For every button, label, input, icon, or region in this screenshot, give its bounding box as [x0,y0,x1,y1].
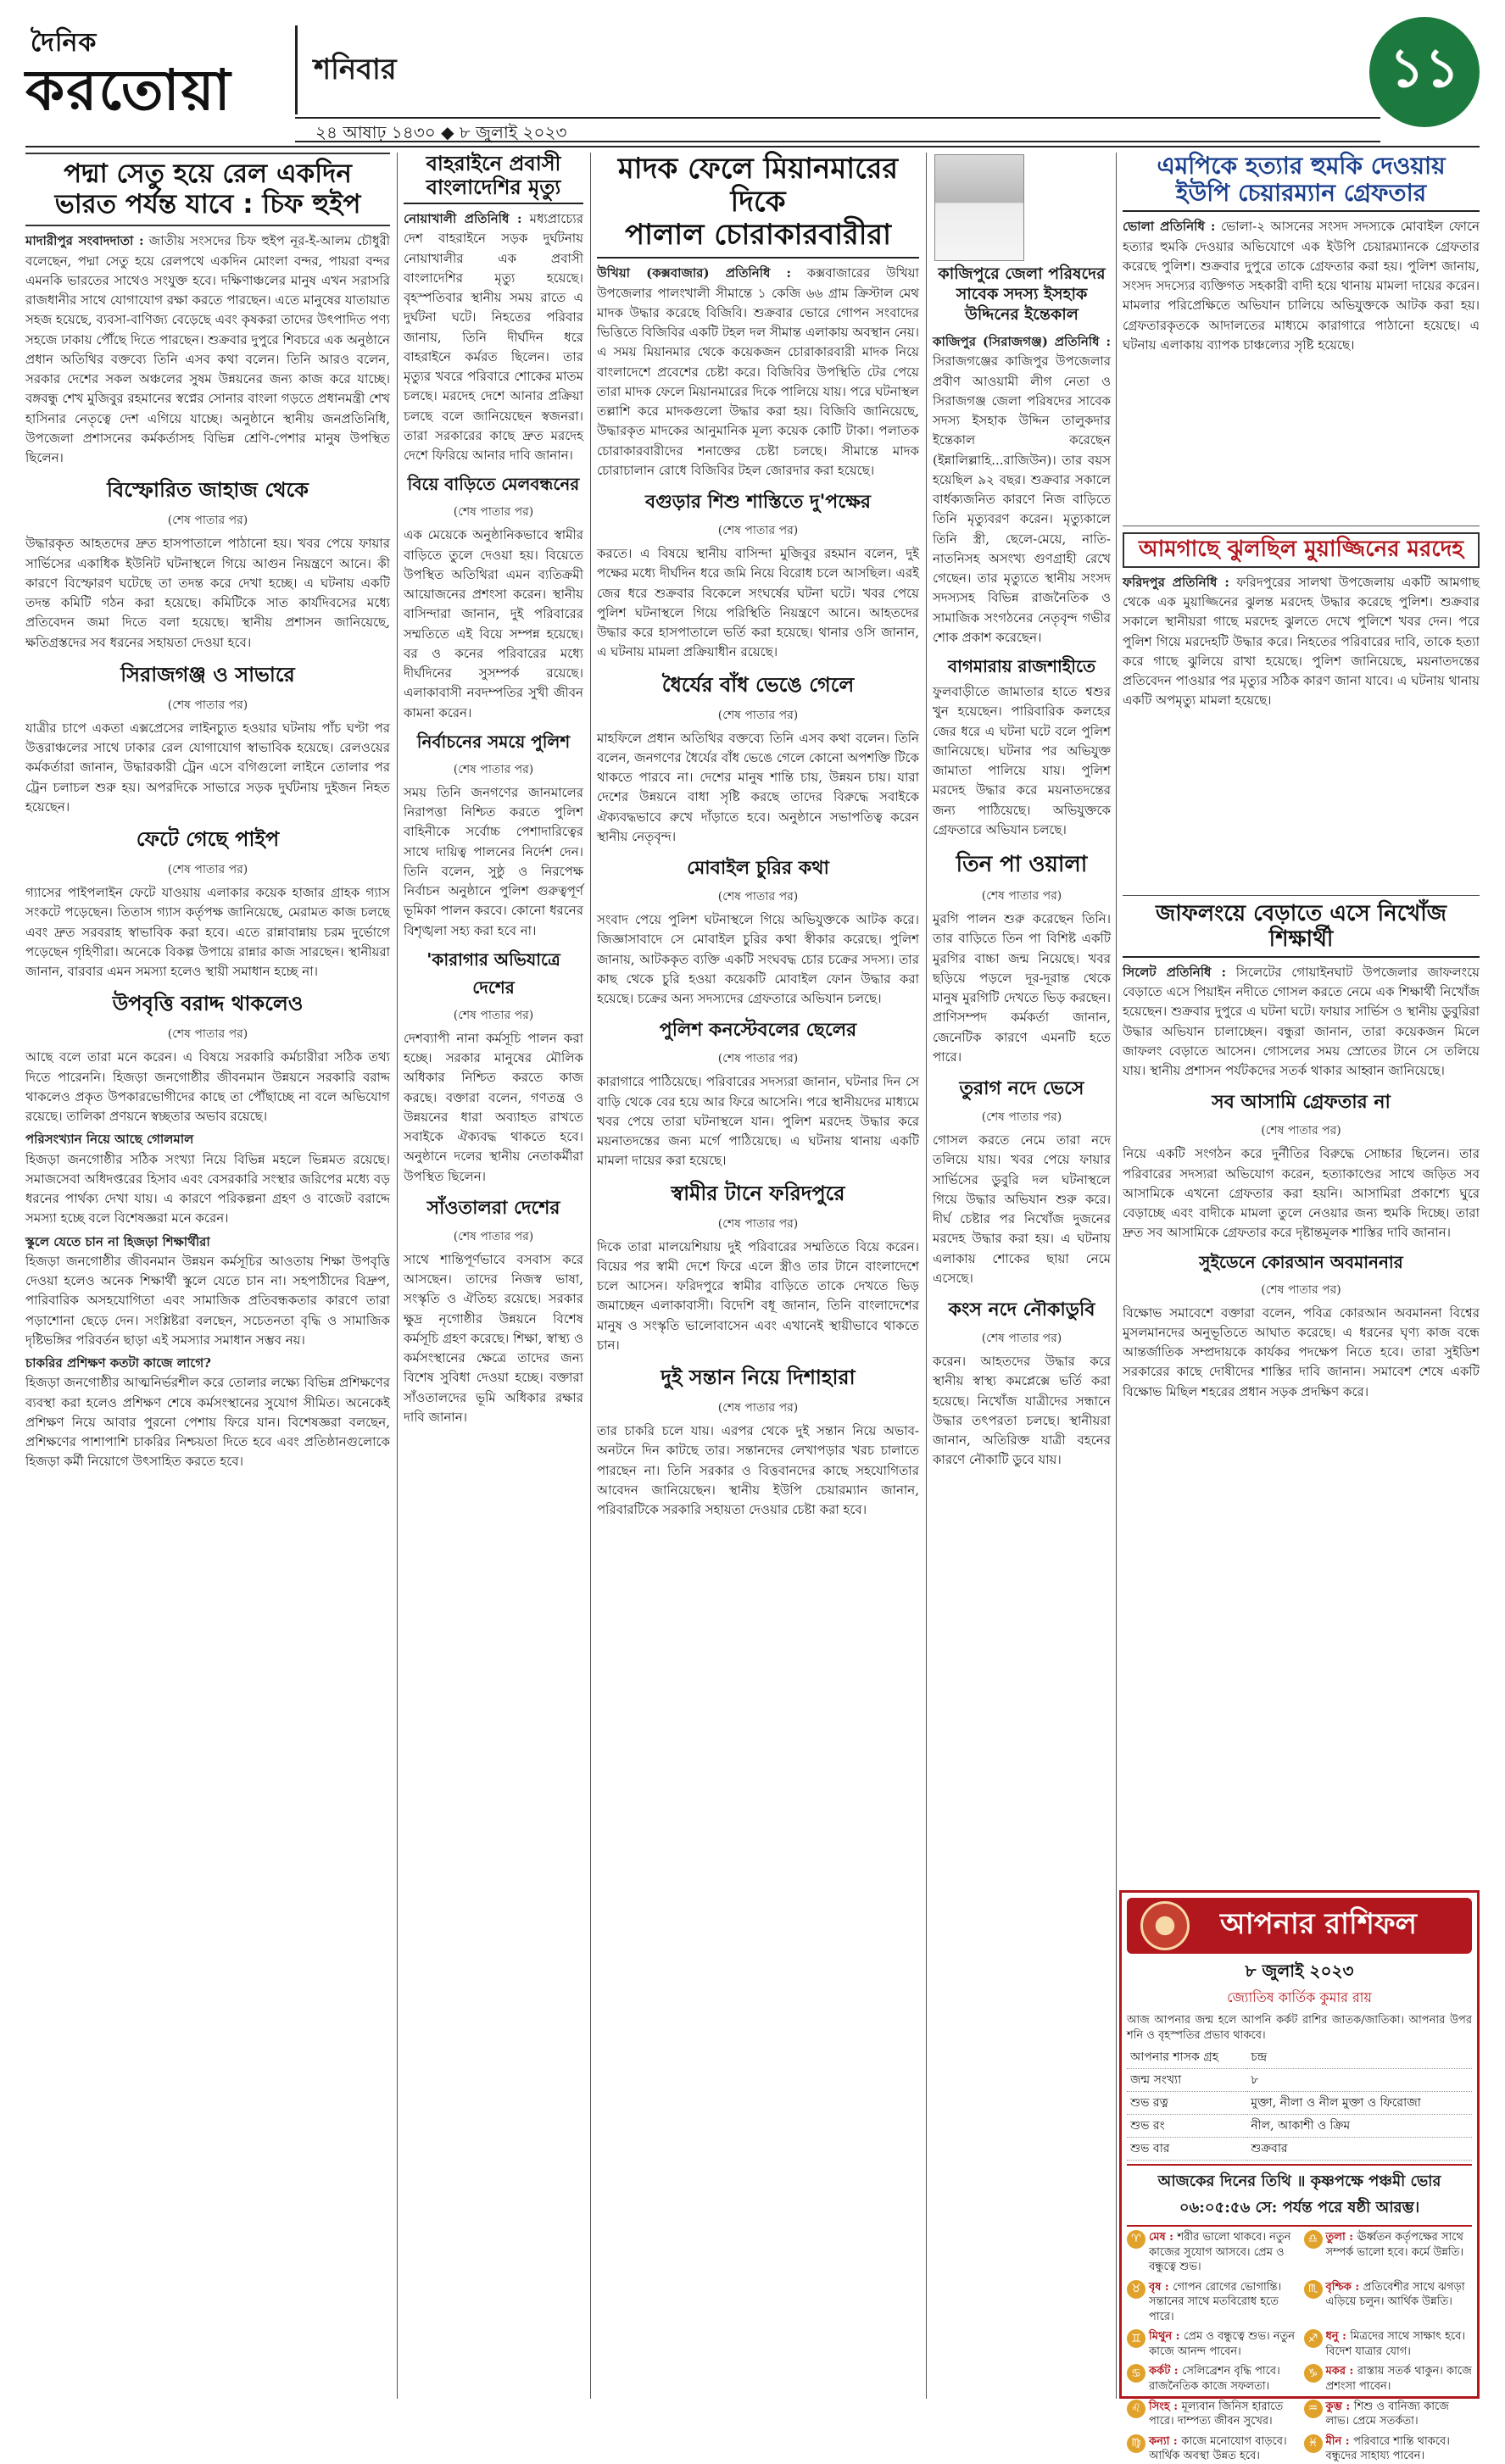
column-rule [590,153,591,2399]
zodiac-sign-prediction: সেলিব্রেশন বৃদ্ধি পাবে। রাজনৈতিক কাজে সফলতা। [1149,2365,1280,2394]
tithi-line: আজকের দিনের তিথি ॥ কৃষ্ণপক্ষে পঞ্চমী ভোর ০৬:০৫:৫৬ সে: পর্যন্ত পরে ষষ্ঠী আরম্ভ। [1127,2164,1472,2227]
newspaper-logo: করতোয়া [25,58,232,123]
zodiac-sign-name: কুম্ভ : [1325,2400,1354,2413]
page-number-badge: ১১ [1369,17,1480,127]
zodiac-sign-entry [1304,2280,1473,2325]
continued-label: (শেষ পাতার পর) [717,1216,799,1231]
zodiac-sign-icon: ♏ [1304,2280,1323,2299]
planet-name: আপনার শাসক গ্রহ [1127,2046,1247,2069]
article-padma-bridge [25,153,390,2399]
planet-row [1127,2046,1472,2069]
continued-label: (শেষ পাতার পর) [453,1008,534,1022]
caption-line: কাজিপুরে জেলা পরিষদের [938,264,1106,283]
planet-value: ৮ [1247,2069,1472,2092]
zodiac-sign-prediction: প্রেম ও বন্ধুত্বে শুভ। নতুন কাজে আনন্দ পাবেন। [1149,2330,1296,2358]
inline-subhead: চাকরির প্রশিক্ষণ কতটা কাজে লাগে? [25,1355,211,1371]
zodiac-sign-entry [1127,2400,1296,2429]
body-text: কক্সবাজারের উখিয়া উপজেলার পালংখালী সীমান্তে ১ কেজি ৬৬ গ্রাম ক্রিস্টাল মেথ মাদক উদ্ধার করেছে বিজিবি। শুক্রবার ভোরে গোপন সংবাদের ভিত্তিতে বিজিবির একটি টহল দল সীমান্ত এলাকায় অবস্থান নেয়। এ সময় মিয়ানমার থেকে কয়েকজন চোরাকারবারী মাদক নিয়ে বাংলাদেশে প্রবেশের চেষ্টা করে। বিজিবির উপস্থিতি টের পেয়ে তারা মাদক ফেলে মিয়ানমারের দিকে পালিয়ে যায়। পরে ঘটনাস্থল তল্লাশি করে মাদকগুলো উদ্ধার করা হয়। বিজিবি জানিয়েছে, উদ্ধারকৃত মাদকের আনুমানিক মূল্য কয়েক কোটি টাকা। পলাতক চোরাকারবারীদের শনাক্তের চেষ্টা চলছে। সীমান্তে মাদক চোরাচালান রোধে বিজিবির টহল জোরদার করা হয়েছে। [597,265,919,478]
body-text: ফরিদপুরের সালথা উপজেলায় একটি আমগাছ থেকে এক মুয়াজ্জিনের ঝুলন্ত মরদেহ উদ্ধার করেছে পুলিশ। শুক্রবার সকালে স্থানীয়রা গাছে মরদেহ ঝুলতে দেখে পুলিশে খবর দেন। পরে পুলিশ গিয়ে মরদেহটি উদ্ধার করে। নিহতের পরিবারের দাবি, তাকে হত্যা করে গাছে ঝুলিয়ে রাখা হয়েছে। পুলিশ জানিয়েছে, ময়নাতদন্তের প্রতিবেদন পাওয়ার পর মৃত্যুর সঠিক কারণ জানা যাবে। এ ঘটনায় থানায় একটি অপমৃত্যু মামলা হয়েছে। [1123,574,1480,709]
article-obituary [933,332,1111,2399]
body-text: হিজড়া জনগোষ্ঠীর আত্মনির্ভরশীল করে তোলার লক্ষ্যে বিভিন্ন প্রশিক্ষণের ব্যবস্থা করা হলেও প্রশিক্ষণ শেষে কর্মসংস্থানের সুযোগ সীমিত। অনেকেই প্রশিক্ষণ নিয়ে আবার পুরনো পেশায় ফিরে যান। বিশেষজ্ঞরা বলছেন, প্রশিক্ষণের পাশাপাশি চাকরির নিশ্চয়তা দিতে হবে এবং প্রতিষ্ঠানগুলোকে হিজড়া কর্মী নিয়োগে উৎসাহিত করতে হবে। [25,1375,390,1470]
zodiac-sign-name: তুলা : [1325,2231,1357,2244]
body-text: দিকে তারা মালয়েশিয়ায় দুই পরিবারের সম্মতিতে বিয়ে করেন। বিয়ের পর স্বামী দেশে ফিরে এলে স্ত্রীও তার টানে বাংলাদেশে চলে আসেন। ফরিদপুরে স্বামীর বাড়িতে তাকে দেখতে ভিড় জমাচ্ছেন এলাকাবাসী। বিদেশি বধূ জানান, তিনি বাংলাদেশের মানুষ ও সংস্কৃতি ভালোবাসেন এবং এখানেই স্থায়ীভাবে থাকতে চান। [597,1238,919,1353]
subhead-blast: বিস্ফোরিত জাহাজ থেকে [107,478,309,503]
continued-label: (শেষ পাতার পর) [1261,1124,1341,1138]
zodiac-sign-name: ধনু : [1325,2330,1351,2344]
body-text: হিজড়া জনগোষ্ঠীর জীবনমান উন্নয়ন কর্মসূচির আওতায় শিক্ষা উপবৃত্তি দেওয়া হলেও অনেক শিক্ষার্থী স্কুলে যেতে চান না। সহপাঠীদের বিদ্রুপ, পারিবারিক অসহযোগিতা এবং সামাজিক প্রতিবন্ধকতার কারণে তারা পড়াশোনা ছেড়ে দেন। সংশ্লিষ্টরা বলছেন, সচেতনতা বৃদ্ধি ও সামাজিক দৃষ্টিভঙ্গির পরিবর্তন ছাড়া এই সমস্যার সমাধান সম্ভব নয়। [25,1253,390,1348]
zodiac-sign-name: মিথুন : [1149,2330,1184,2344]
zodiac-sign-text [1149,2280,1296,2325]
zodiac-sign-icon: ♐ [1304,2329,1323,2348]
subhead-husband: স্বামীর টানে ফরিদপুরে [671,1181,845,1205]
byline: উখিয়া (কক্সবাজার) প্রতিনিধি : [597,265,792,281]
planet-row [1127,2115,1472,2138]
zodiac-sign-prediction: শিশু ও বানিজ্য কাজে লাভ। প্রেমে সতর্কতা। [1325,2400,1449,2428]
subhead-sweden: সুইডেনে কোরআন অবমাননার [1199,1251,1403,1272]
masthead-rule [25,146,1480,147]
body-text: নিয়ে একটি সংগঠন করে দুর্নীতির বিরুদ্ধে সোচ্চার ছিলেন। তার পরিবারের সদস্যরা অভিযোগ করেন, হত্যাকাণ্ডের সাথে জড়িত সব আসামিকে এখনো গ্রেফতার করা হয়নি। আসামিরা প্রকাশ্যে ঘুরে বেড়াচ্ছে এবং বাদীকে মামলা তুলে নেওয়ার জন্য হুমকি দিচ্ছে। তারা দ্রুত সব আসামিকে গ্রেফতার করে দৃষ্টান্তমূলক শাস্তির দাবি জানান। [1123,1146,1480,1241]
headline-bahrain: বাহরাইনে প্রবাসী বাংলাদেশির মৃত্যু [404,153,583,204]
body-text: সাথে শান্তিপূর্ণভাবে বসবাস করে আসছেন। তাদের নিজস্ব ভাষা, সংস্কৃতি ও ঐতিহ্য রয়েছে। সরকার ক্ষুদ্র নৃগোষ্ঠীর উন্নয়নে বিশেষ কর্মসূচি গ্রহণ করেছে। শিক্ষা, স্বাস্থ্য ও কর্মসংস্থানের ক্ষেত্রে তাদের জন্য বিশেষ সুবিধা দেওয়া হচ্ছে। বক্তারা সাঁওতালদের ভূমি অধিকার রক্ষার দাবি জানান। [404,1251,583,1425]
body-text: মধ্যপ্রাচ্যের দেশ বাহরাইনে সড়ক দুর্ঘটনায় নোয়াখালীর এক প্রবাসী বাংলাদেশির মৃত্যু হয়েছে। বৃহস্পতিবার স্থানীয় সময় রাতে এ দুর্ঘটনা ঘটে। নিহতের পরিবার জানায়, তিনি দীর্ঘদিন ধরে বাহরাইনে কর্মরত ছিলেন। তার মৃত্যুর খবরে পরিবারে শোকের মাতম চলছে। মরদেহ দেশে আনার প্রক্রিয়া চলছে বলে জানিয়েছেন স্বজনরা। তারা সরকারের কাছে দ্রুত মরদেহ দেশে ফিরিয়ে আনার দাবি জানান। [404,211,583,464]
planet-name: শুভ রত্ন [1127,2092,1247,2115]
body-text: দেশব্যাপী নানা কর্মসূচি পালন করা হচ্ছে। সরকার মানুষের মৌলিক অধিকার নিশ্চিত করতে কাজ করছে। বক্তারা বলেন, গণতন্ত্র ও উন্নয়নের ধারা অব্যাহত রাখতে সবাইকে ঐক্যবদ্ধ থাকতে হবে। অনুষ্ঠানে দলের স্থানীয় নেতাকর্মীরা উপস্থিত ছিলেন। [404,1030,583,1184]
body-text: উদ্ধারকৃত আহতদের দ্রুত হাসপাতালে পাঠানো হয়। খবর পেয়ে ফায়ার সার্ভিসের একাধিক ইউনিট ঘটনাস্থলে গিয়ে আগুন নিয়ন্ত্রণে আনে। কী কারণে বিস্ফোরণ ঘটেছে তা তদন্ত করে দেখা হচ্ছে। এ ঘটনায় একটি তদন্ত কমিটি গঠন করা হয়েছে। কমিটিকে সাত কার্যদিবসের মধ্যে প্রতিবেদন জমা দিতে বলা হয়েছে। স্থানীয় প্রশাসন জানিয়েছে, ক্ষতিগ্রস্তদের সব ধরনের সহায়তা দেওয়া হবে। [25,536,390,650]
headline-line-2: ভারত পর্যন্ত যাবে : চিফ হুইপ [54,188,361,220]
byline: মাদারীপুর সংবাদদাতা : [25,233,144,249]
zodiac-sign-icon: ♈ [1127,2230,1145,2249]
zodiac-sign-name: মেষ : [1149,2231,1178,2244]
subhead-pipe: ফেটে গেছে পাইপ [136,827,280,852]
planet-row [1127,2069,1472,2092]
byline: নোয়াখালী প্রতিনিধি : [404,211,522,227]
section-rule [1123,895,1480,896]
zodiac-sign-icon: ♋ [1127,2364,1145,2383]
zodiac-sign-entry [1127,2434,1296,2464]
body-text: করেন। আহতদের উদ্ধার করে স্থানীয় স্বাস্থ্য কমপ্লেক্সে ভর্তি করা হয়েছে। নিখোঁজ যাত্রীদের সন্ধানে উদ্ধার তৎপরতা চলছে। স্থানীয়রা জানান, অতিরিক্ত যাত্রী বহনের কারণে নৌকাটি ডুবে যায়। [933,1354,1111,1468]
subhead-bagmara: বাগমারায় রাজশাহীতে [947,656,1096,676]
zodiac-sign-name: বৃশ্চিক : [1325,2280,1363,2294]
obituary-photo [934,154,1024,261]
zodiac-sign-prediction: গোপন রোগের ভোগান্তি। সন্তানের সাথে মতবিরোধ হতে পারে। [1149,2280,1282,2323]
continued-label: (শেষ পাতার পর) [981,1110,1062,1124]
article-body [25,231,390,468]
zodiac-wheel-icon [1140,1901,1190,1950]
zodiac-sign-text [1149,2400,1296,2429]
zodiac-sign-text [1149,2329,1296,2359]
body-text: গ্যাসের পাইপলাইন ফেটে যাওয়ায় এলাকার কয়েক হাজার গ্রাহক গ্যাস সংকটে পড়েছেন। তিতাস গ্যাস কর্তৃপক্ষ জানিয়েছে, মেরামত কাজ চলছে এবং দ্রুত সরবরাহ স্বাভাবিক করা হবে। এতে রান্নাবান্নায় চরম দুর্ভোগে পড়েছেন গৃহিণীরা। অনেকে বিকল্প উপায়ে রান্নার কাজ সারছেন। স্থানীয়রা জানান, বারবার এমন সমস্যা হলেও স্থায়ী সমাধান হচ্ছে না। [25,885,390,980]
zodiac-sign-icon: ♊ [1127,2329,1145,2348]
zodiac-sign-prediction: প্রতিবেশীর সাথে ঝগড়া এড়িয়ে চলুন। আর্থিক উন্নতি। [1325,2280,1465,2309]
masthead-divider [295,25,298,114]
horoscope-date: ৮ জুলাই ২০২৩ [1245,1961,1354,1981]
headline-padma [25,153,390,226]
zodiac-sign-entry [1127,2364,1296,2394]
subhead-wedding: বিয়ে বাড়িতে মেলবন্ধনের [407,474,580,495]
planet-table [1127,2046,1472,2161]
body-text: গোসল করতে নেমে তারা নদে তলিয়ে যায়। খবর পেয়ে ফায়ার সার্ভিসের ডুবুরি দল ঘটনাস্থলে গিয়ে উদ্ধার অভিযান শুরু করে। দীর্ঘ চেষ্টার পর নিখোঁজ দুজনের মরদেহ উদ্ধার করা হয়। এ ঘটনায় এলাকায় শোকের ছায়া নেমে এসেছে। [933,1132,1111,1286]
zodiac-sign-icon: ♉ [1127,2280,1145,2299]
headline-drugs [597,153,919,259]
headline-jaflong: জাফলংয়ে বেড়াতে এসে নিখোঁজ শিক্ষার্থী [1123,902,1480,958]
zodiac-sign-text [1326,2329,1473,2359]
zodiac-sign-entry [1304,2230,1473,2275]
zodiac-sign-icon: ♎ [1304,2230,1323,2249]
headline-line-2: পালাল চোরাকারবারীরা [625,218,891,253]
subhead-patience: ধৈর্যের বাঁধ ভেঙে গেলে [661,672,855,697]
subhead-police: নির্বাচনের সময়ে পুলিশ [416,731,571,752]
continued-label: (শেষ পাতার পর) [1261,1282,1341,1297]
zodiac-sign-entry [1127,2230,1296,2275]
article-jaflong [1123,902,1480,1882]
body-text: আছে বলে তারা মনে করেন। এ বিষয়ে সরকারি কর্মচারীরা সঠিক তথ্য দিতে পারেননি। হিজড়া জনগোষ্ঠীর জীবনমান উন্নয়নে সরকারি বরাদ্দ থাকলেও প্রকৃত উপকারভোগীদের কাছে তা পৌঁছাচ্ছে না বলে অভিযোগ রয়েছে। তালিকা প্রণয়নে স্বচ্ছতার অভাব রয়েছে। [25,1049,390,1125]
body-text: কারাগারে পাঠিয়েছে। পরিবারের সদস্যরা জানান, ঘটনার দিন সে বাড়ি থেকে বের হয়ে আর ফিরে আসেনি। পরে স্থানীয়দের মাধ্যমে খবর পেয়ে তারা ঘটনাস্থলে যান। পুলিশ মরদেহ উদ্ধার করে ময়নাতদন্তের জন্য মর্গে পাঠিয়েছে। এ ঘটনায় থানায় একটি মামলা দায়ের করা হয়েছে। [597,1074,919,1169]
body-text: মুরগি পালন শুরু করেছেন তিনি। তার বাড়িতে তিন পা বিশিষ্ট একটি মুরগির বাচ্চা জন্ম নিয়েছে। খবর ছড়িয়ে পড়লে দূর-দূরান্ত থেকে মানুষ মুরগিটি দেখতে ভিড় করছেন। প্রাণিসম্পদ কর্মকর্তা জানান, জেনেটিক কারণে এমনটি হতে পারে। [933,911,1111,1065]
body-text: সংবাদ পেয়ে পুলিশ ঘটনাস্থলে গিয়ে অভিযুক্তকে আটক করে। জিজ্ঞাসাবাদে সে মোবাইল চুরির কথা স্বীকার করেছে। পুলিশ জানায়, আটককৃত ব্যক্তি একটি সংঘবদ্ধ চোর চক্রের সদস্য। তার কাছ থেকে চুরি হওয়া কয়েকটি মোবাইল ফোন উদ্ধার করা হয়েছে। চক্রের অন্য সদস্যদের গ্রেফতারে অভিযান চলছে। [597,912,919,1007]
zodiac-sign-entry [1127,2280,1296,2325]
astrologer-name: জ্যোতিষ কার্তিক কুমার রায় [1227,1989,1372,2005]
logo-small-text: দৈনিক [31,28,98,58]
subhead-accused: সব আসামি গ্রেফতার না [1212,1092,1391,1114]
zodiac-sign-entry [1304,2364,1473,2394]
subhead-two-children: দুই সন্তান নিয়ে দিশাহারা [661,1365,856,1390]
subhead-turag: তুরাগ নদে ভেসে [959,1078,1084,1099]
zodiac-sign-icon: ♑ [1304,2364,1323,2383]
subhead-kongsho: কংস নদে নৌকাডুবি [948,1299,1095,1321]
body-text: ভোলা-২ আসনের সংসদ সদস্যকে মোবাইল ফোনে হত্যার হুমকি দেওয়ার অভিযোগে এক ইউপি চেয়ারম্যানকে গ্রেফতার করেছে পুলিশ। শুক্রবার দুপুরে তাকে গ্রেফতার করা হয়। পুলিশ জানায়, সংসদ সদস্যের ব্যক্তিগত সহকারী বাদী হয়ে থানায় মামলা দায়ের করেন। মামলার পরিপ্রেক্ষিতে অভিযান চালিয়ে অভিযুক্তকে আটক করা হয়। গ্রেফতারকৃতকে আদালতের মাধ্যমে কারাগারে পাঠানো হয়েছে। এ ঘটনায় এলাকায় ব্যাপক চাঞ্চল্যের সৃষ্টি হয়েছে। [1123,219,1480,353]
body-text: সিরাজগঞ্জের কাজিপুর উপজেলার প্রবীণ আওয়ামী লীগ নেতা ও সিরাজগঞ্জ জেলা পরিষদের সাবেক সদস্য ইসহাক উদ্দিন তালুকদার ইন্তেকাল করেছেন (ইন্নালিল্লাহি...রাজিউন)। তার বয়স হয়েছিল ৯২ বছর। শুক্রবার সকালে বার্ধক্যজনিত কারণে নিজ বাড়িতে তিনি মৃত্যুবরণ করেন। মৃত্যুকালে তিনি স্ত্রী, ছেলে-মেয়ে, নাতি-নাতনিসহ অসংখ্য গুণগ্রাহী রেখে গেছেন। তার মৃত্যুতে স্থানীয় সংসদ সদস্যসহ বিভিন্ন রাজনৈতিক ও সামাজিক সংগঠনের নেতৃবৃন্দ গভীর শোক প্রকাশ করেছেন। [933,353,1111,645]
zodiac-sign-entry [1304,2400,1473,2429]
zodiac-sign-prediction: ঊর্ধ্বতন কর্তৃপক্ষের সাথে সম্পর্ক ভালো হবে। কর্মে উন্নতি। [1325,2231,1464,2259]
article-body [404,209,583,465]
continued-label: (শেষ পাতার পর) [453,1229,534,1243]
body-text: করতে। এ বিষয়ে স্থানীয় বাসিন্দা মুজিবুর রহমান বলেন, দুই পক্ষের মধ্যে দীর্ঘদিন ধরে জমি নিয়ে বিরোধ চলে আসছিল। এরই জের ধরে শুক্রবার বিকেলে সংঘর্ষের ঘটনা ঘটে। খবর পেয়ে পুলিশ ঘটনাস্থলে গিয়ে পরিস্থিতি নিয়ন্ত্রণে আনে। আহতদের উদ্ধার করে হাসপাতালে ভর্তি করা হয়েছে। থানার ওসি জানান, এ ঘটনায় মামলা প্রক্রিয়াধীন রয়েছে। [597,546,919,660]
continued-label: (শেষ পাতার পর) [717,524,799,538]
byline: ফরিদপুর প্রতিনিধি : [1123,574,1229,590]
zodiac-sign-name: মকর : [1325,2365,1357,2378]
continued-label: (শেষ পাতার পর) [717,890,799,904]
continued-label: (শেষ পাতার পর) [167,863,248,877]
inline-subhead: স্কুলে যেতে চান না হিজড়া শিক্ষার্থীরা [25,1233,210,1249]
zodiac-sign-text [1149,2434,1296,2464]
article-body [933,332,1111,648]
article-mp-threat [1123,153,1480,517]
weekday: শনিবার [314,53,397,86]
zodiac-sign-text [1326,2280,1473,2325]
zodiac-sign-entry [1127,2329,1296,2359]
continued-label: (শেষ পাতার পর) [981,889,1062,903]
continued-label: (শেষ পাতার পর) [717,708,799,722]
zodiac-sign-prediction: মিত্রদের সাথে সাক্ষাৎ হবে। বিদেশ যাত্রার যোগ। [1325,2330,1466,2358]
inline-subhead: পরিসংখ্যান নিয়ে আছে গোলমাল [25,1132,194,1148]
byline: ভোলা প্রতিনিধি : [1123,219,1216,235]
body-text: হিজড়া জনগোষ্ঠীর সঠিক সংখ্যা নিয়ে বিভিন্ন মহলে ভিন্নমত রয়েছে। সমাজসেবা অধিদপ্তরের হিসাব এবং বেসরকারি সংস্থার জরিপের মধ্যে বড় ধরনের পার্থক্য দেখা যায়। এ কারণে পরিকল্পনা গ্রহণ ও বাজেট বরাদ্দে সমস্যা হচ্ছে বলে বিশেষজ্ঞরা মনে করেন। [25,1151,390,1226]
subhead-mobile: মোবাইল চুরির কথা [687,858,829,880]
subhead-prison: 'কারাগার অভিযাত্রে দেশের [426,948,560,998]
body-text: বিক্ষোভ সমাবেশে বক্তারা বলেন, পবিত্র কোরআন অবমাননা বিশ্বের মুসলমানদের অনুভূতিতে আঘাত করেছে। এ ধরনের ঘৃণ্য কাজ বন্ধে আন্তর্জাতিক সম্প্রদায়কে কার্যকর পদক্ষেপ নিতে হবে। তারা সুইডিশ সরকারের কাছে দোষীদের শাস্তির দাবি জানান। সমাবেশ শেষে একটি বিক্ষোভ মিছিল শহরের প্রধান সড়ক প্রদক্ষিণ করে। [1123,1304,1480,1399]
planet-value: শুক্রবার [1247,2138,1472,2161]
body-text: এক মেয়েকে অনুষ্ঠানিকভাবে স্বামীর বাড়িতে তুলে দেওয়া হয়। বিয়েতে উপস্থিত অতিথিরা এমন ব্যতিক্রমী আয়োজনের প্রশংসা করেন। স্থানীয় বাসিন্দারা জানান, দুই পরিবারের সম্মতিতে এই বিয়ে সম্পন্ন হয়েছে। বর ও কনের পরিবারের মধ্যে দীর্ঘদিনের সুসম্পর্ক রয়েছে। এলাকাবাসী নবদম্পতির সুখী জীবন কামনা করেন। [404,527,583,720]
body-text: ফুলবাড়ীতে জামাতার হাতে শ্বশুর খুন হয়েছেন। পারিবারিক কলহের জের ধরে এ ঘটনা ঘটে বলে পুলিশ জানিয়েছে। ঘটনার পর অভিযুক্ত জামাতা পালিয়ে যায়। পুলিশ মরদেহ উদ্ধার করে ময়নাতদন্তের জন্য পাঠিয়েছে। অভিযুক্তকে গ্রেফতারে অভিযান চলছে। [933,684,1111,837]
zodiac-sign-text [1326,2400,1473,2429]
article-bahrain [404,153,583,2399]
zodiac-sign-name: কন্যা : [1149,2434,1182,2448]
planet-value: চন্দ্র [1247,2046,1472,2069]
continued-label: (শেষ পাতার পর) [717,1401,799,1416]
headline-mp-threat [1123,153,1480,212]
zodiac-sign-text [1326,2364,1473,2394]
continued-label: (শেষ পাতার পর) [981,1332,1062,1345]
body-text: যাত্রীর চাপে একতা এক্সপ্রেসের লাইনচ্যুত হওয়ার ঘটনায় পাঁচ ঘণ্টা পর উত্তরাঞ্চলের সাথে ঢাকার রেল যোগাযোগ স্বাভাবিক হয়েছে। রেলওয়ের কর্মকর্তারা জানান, উদ্ধারকারী ট্রেন এসে বগিগুলো লাইনে তোলার পর ট্রেন চলাচল শুরু হয়। অপরদিকে সাভারে সড়ক দুর্ঘটনায় দুইজন নিহত হয়েছেন। [25,720,390,815]
zodiac-sign-text [1326,2434,1473,2464]
continued-label: (শেষ পাতার পর) [167,698,248,712]
zodiac-sign-icon: ♌ [1127,2400,1145,2418]
planet-row [1127,2092,1472,2115]
continued-label: (শেষ পাতার পর) [717,1052,799,1066]
zodiac-sign-entry [1304,2329,1473,2359]
zodiac-sign-name: বৃষ : [1149,2280,1173,2294]
issue-date: ২৪ আষাঢ় ১৪৩০ ◆ ৮ জুলাই ২০২৩ [315,122,567,142]
continued-label: (শেষ পাতার পর) [453,505,534,520]
caption-line: উদ্দিনের ইন্তেকাল [965,304,1079,324]
body-text: মাহফিলে প্রধান অতিথির বক্তব্যে তিনি এসব কথা বলেন। তিনি বলেন, জনগণের ধৈর্যের বাঁধ ভেঙে গেলে কোনো অপশক্তি টিকে থাকতে পারবে না। দেশের মানুষ শান্তি চায়, উন্নয়ন চায়। যারা দেশের উন্নয়নে বাধা সৃষ্টি করছে তাদের বিরুদ্ধে সবাইকে ঐক্যবদ্ধভাবে রুখে দাঁড়াতে হবে। অনুষ্ঠানে সভাপতিত্ব করেন স্থানীয় নেতৃবৃন্দ। [597,730,919,844]
zodiac-sign-icon: ♒ [1304,2400,1323,2418]
zodiac-signs-grid [1127,2230,1472,2464]
planet-row [1127,2138,1472,2161]
zodiac-sign-prediction: মূল্যবান জিনিস হারাতে পারে। দাম্পত্য জীবন সুখের। [1149,2400,1284,2428]
zodiac-sign-name: সিংহ : [1149,2400,1182,2413]
date-bar [295,117,1380,142]
column-rule [926,153,927,2399]
zodiac-sign-icon: ♍ [1127,2434,1145,2453]
planet-name: শুভ রং [1127,2115,1247,2138]
caption-line: সাবেক সদস্য ইসহাক [956,284,1088,303]
headline-line-1: পদ্মা সেতু হয়ে রেল একদিন [64,159,352,189]
zodiac-sign-prediction: রাস্তায় সতর্ক থাকুন। কাজে প্রশংসা পাবেন। [1325,2365,1472,2394]
zodiac-sign-text [1326,2230,1473,2275]
zodiac-sign-text [1149,2364,1296,2394]
body-text: সিলেটের গোয়াইনঘাট উপজেলার জাফলংয়ে বেড়াতে এসে পিয়াইন নদীতে গোসল করতে নেমে এক শিক্ষার্থী নিখোঁজ হয়েছেন। শুক্রবার দুপুরে এ ঘটনা ঘটে। ফায়ার সার্ভিস ও স্থানীয় ডুবুরিরা উদ্ধার অভিযান চালাচ্ছেন। বন্ধুরা জানান, তারা কয়েকজন মিলে জাফলং বেড়াতে আসেন। গোসলের সময় স্রোতের টানে সে তলিয়ে যায়। স্থানীয় প্রশাসন পর্যটকদের সতর্ক থাকার আহ্বান জানিয়েছে। [1123,964,1480,1079]
body-text: তার চাকরি চলে যায়। এরপর থেকে দুই সন্তান নিয়ে অভাব-অনটনে দিন কাটছে তার। সন্তানদের লেখাপড়ার খরচ চালাতে পারছেন না। তিনি সরকার ও বিত্তবানদের কাছে সহযোগিতার আবেদন জানিয়েছেন। স্থানীয় ইউপি চেয়ারম্যান জানান, পরিবারটিকে সরকারি সহায়তা দেওয়ার চেষ্টা করা হবে। [597,1423,919,1518]
subhead-stipend: উপবৃত্তি বরাদ্দ থাকলেও [112,992,304,1016]
byline: সিলেট প্রতিনিধি : [1123,964,1227,980]
subhead-three-legs: তিন পা ওয়ালা [956,852,1088,877]
byline: কাজিপুর (সিরাজগঞ্জ) প্রতিনিধি : [933,334,1111,349]
horoscope-header [1127,1898,1472,1954]
subhead-sirajganj: সিরাজগঞ্জ ও সাভারে [120,662,295,687]
article-body [1123,217,1480,355]
continued-label: (শেষ পাতার পর) [453,762,534,776]
body-text: জাতীয় সংসদের চিফ হুইপ নূর-ই-আলম চৌধুরী বলেছেন, পদ্মা সেতু হয়ে রেলপথে একদিন মোংলা বন্দর, পায়রা বন্দর এমনকি ভারতের সাথেও সংযুক্ত হবে। দক্ষিণাঞ্চলের মানুষ এখন সরাসরি রাজধানীর সাথে যোগাযোগ রক্ষা করতে পারছেন। এতে মানুষের যাতায়াত সহজ হয়েছে, ব্যবসা-বাণিজ্য বেড়েছে এবং কৃষকরা তাদের উৎপাদিত পণ্য সহজে ঢাকায় পৌঁছে দিতে পারছেন। শুক্রবার দুপুরে শিবচরে এক অনুষ্ঠানে প্রধান অতিথির বক্তব্যে তিনি এসব কথা বলেন। তিনি আরও বলেন, সরকার দেশের সকল অঞ্চলের সুষম উন্নয়নের জন্য কাজ করে যাচ্ছে। বঙ্গবন্ধু শেখ মুজিবুর রহমানের স্বপ্নের সোনার বাংলা গড়তে প্রধানমন্ত্রী শেখ হাসিনার নেতৃত্বে দেশ এগিয়ে যাচ্ছে। অনুষ্ঠানে স্থানীয় জনপ্রতিনিধি, উপজেলা প্রশাসনের কর্মকর্তাসহ বিভিন্ন শ্রেণি-পেশার মানুষ উপস্থিত ছিলেন। [25,233,390,466]
subhead-constable: পুলিশ কনস্টেবলের ছেলের [659,1020,857,1042]
planet-name: জন্ম সংখ্যা [1127,2069,1247,2092]
planet-value: নীল, আকাশী ও ক্রিম [1247,2115,1472,2138]
headline-line-1: এমপিকে হত্যার হুমকি দেওয়ায় [1157,152,1446,180]
continued-label: (শেষ পাতার পর) [167,1027,248,1042]
zodiac-sign-entry [1304,2434,1473,2464]
subhead-santal: সাঁওতালরা দেশের [426,1197,560,1219]
horoscope-box [1119,1890,1480,2463]
article-drugs [597,153,919,2399]
article-body [1123,573,1480,711]
zodiac-sign-prediction: কাজে মনোযোগ বাড়বে। আর্থিক অবস্থা উন্নত হবে। [1149,2434,1287,2463]
headline-line-2: ইউপি চেয়ারম্যান গ্রেফতার [1175,179,1427,208]
zodiac-sign-prediction: শরীর ভালো থাকবে। নতুন কাজের সুযোগ আসবে। প্রেম ও বন্ধুত্বে শুভ। [1149,2231,1291,2274]
continued-label: (শেষ পাতার পর) [167,514,248,528]
subhead-bogura: বগুড়ার শিশু শাস্তিতে দু'পক্ষের [644,492,872,514]
headline-line-1: মাদক ফেলে মিয়ানমারের দিকে [617,152,899,220]
body-text: সময় তিনি জনগণের জানমালের নিরাপত্তা নিশ্চিত করতে পুলিশ বাহিনীকে সর্বোচ্চ পেশাদারিত্বের সাথে দায়িত্ব পালনের নির্দেশ দেন। তিনি বলেন, সুষ্ঠু ও নিরপেক্ষ নির্বাচন অনুষ্ঠানে পুলিশ গুরুত্বপূর্ণ ভূমিকা পালন করবে। কোনো ধরনের বিশৃঙ্খলা সহ্য করা হবে না। [404,784,583,938]
horoscope-title: আপনার রাশিফল [1220,1906,1418,1941]
zodiac-sign-prediction: পরিবারে শান্তি থাকবে। বন্ধুদের সাহায্য পাবেন। [1325,2434,1450,2463]
zodiac-sign-name: মীন : [1325,2434,1354,2448]
article-body [1123,963,1480,1082]
zodiac-sign-icon: ♓ [1304,2434,1323,2453]
headline-muezzin: আমগাছে ঝুলছিল মুয়াজ্জিনের মরদেহ [1123,532,1480,568]
column-rule [397,153,398,2399]
planet-name: শুভ বার [1127,2138,1247,2161]
obituary-caption [933,264,1111,325]
zodiac-sign-name: কর্কট : [1149,2365,1183,2378]
masthead [25,17,1480,142]
article-body [597,264,919,481]
column-rule [1116,153,1117,2399]
article-muezzin [1123,532,1480,888]
horoscope-intro: আজ আপনার জন্ম হলে আপনি কর্কট রাশির জাতক/জাতিকা। আপনার উপর শনি ও বৃহস্পতির প্রভাব থাকবে। [1127,2014,1472,2042]
zodiac-sign-text [1149,2230,1296,2275]
planet-value: মুক্তা, নীলা ও নীল মুক্তা ও ফিরোজা [1247,2092,1472,2115]
